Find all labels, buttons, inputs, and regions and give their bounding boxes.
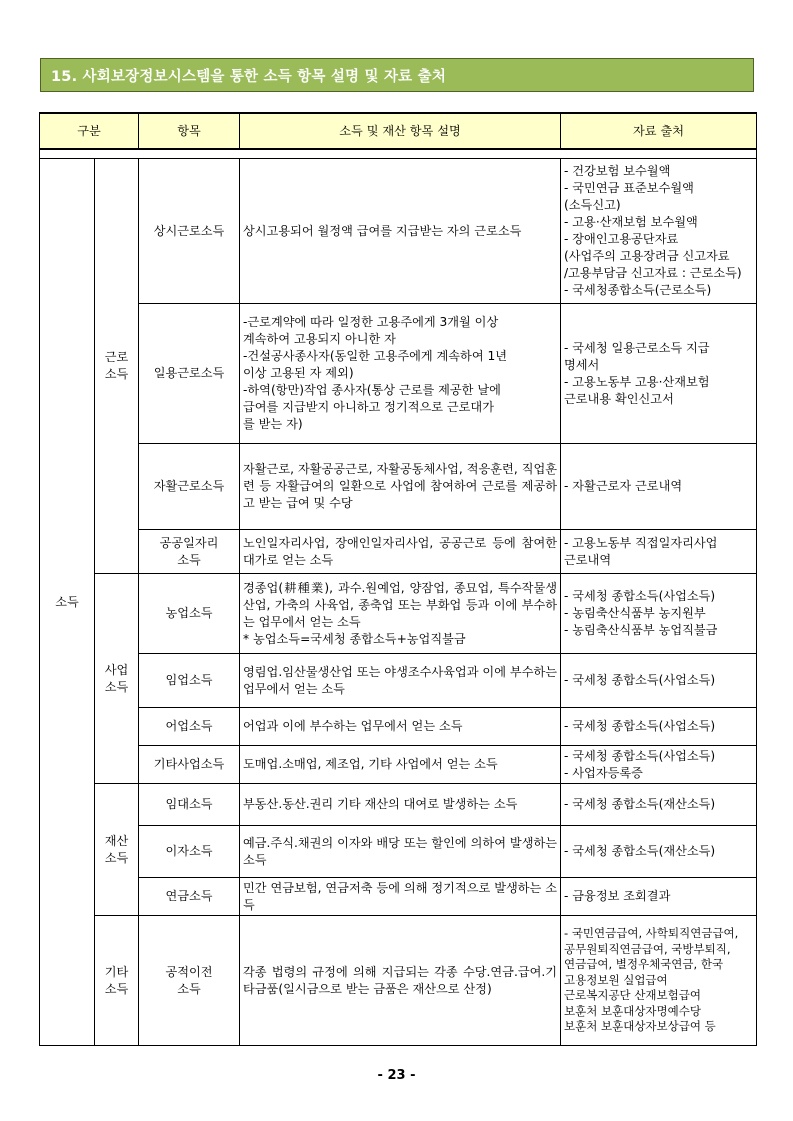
- table-row: [40, 826, 757, 878]
- item-description: 경종업(耕種業), 과수.원예업, 양잠업, 종묘업, 특수작물생산업, 가축의 사육업, 종축업 또는 부화업 등과 이에 부수하는 업무에서 얻는 소득 * 농업소득=국세청 종합소득+농업직불금: [240, 574, 561, 654]
- table-row: [40, 159, 757, 304]
- item-description: 도매업.소매업, 제조업, 기타 사업에서 얻는 소득: [240, 746, 561, 784]
- item-source: - 금융정보 조회결과: [561, 878, 757, 916]
- category-income: 소득: [40, 159, 95, 1046]
- group-property-income: 재산 소득: [95, 784, 139, 916]
- table-row: [40, 708, 757, 746]
- item-description: 어업과 이에 부수하는 업무에서 얻는 소득: [240, 708, 561, 746]
- item-description: 노인일자리사업, 장애인일자리사업, 공공근로 등에 참여한 대가로 얻는 소득: [240, 530, 561, 574]
- group-labor-income: 근로 소득: [95, 159, 139, 574]
- group-other-income: 기타 소득: [95, 916, 139, 1046]
- header-category: 구분: [40, 113, 139, 149]
- item-name: 자활근로소득: [139, 444, 240, 530]
- item-source: - 국세청 종합소득(재산소득): [561, 826, 757, 878]
- item-source: - 국세청 종합소득(사업소득) - 사업자등록증: [561, 746, 757, 784]
- item-name: 어업소득: [139, 708, 240, 746]
- item-description: 자활근로, 자활공공근로, 자활공동체사업, 적응훈련, 직업훈련 등 자활급여의 일환으로 사업에 참여하여 근로를 제공하고 받는 급여 및 수당: [240, 444, 561, 530]
- item-name: 임업소득: [139, 654, 240, 708]
- item-description: 각종 법령의 규정에 의해 지급되는 각종 수당.연금.급여.기타금품(일시금으로 받는 금품은 재산으로 산정): [240, 916, 561, 1046]
- item-source: - 국세청 종합소득(재산소득): [561, 784, 757, 826]
- header-description: 소득 및 재산 항목 설명: [240, 113, 561, 149]
- item-name: 농업소득: [139, 574, 240, 654]
- item-source: - 국민연금급여, 사학퇴직연금급여, 공무원퇴직연금급여, 국방부퇴직, 연금급여, 별정우체국연금, 한국 고용정보원 실업급여 근로복지공단 산재보험급여 보훈처 보훈대상자명예수당 보훈처 보훈대상자보상급여 등: [561, 916, 757, 1046]
- item-description: 상시고용되어 월정액 급여를 지급받는 자의 근로소득: [240, 159, 561, 304]
- section-title: 15. 사회보장정보시스템을 통한 소득 항목 설명 및 자료 출처: [40, 58, 754, 92]
- page-number: - 23 -: [377, 1068, 416, 1083]
- table-row: [40, 444, 757, 530]
- spacer-row: [40, 149, 757, 159]
- table-row: [40, 654, 757, 708]
- item-name: 공공일자리 소득: [139, 530, 240, 574]
- table-row: [40, 916, 757, 1046]
- item-description: 부동산.동산.권리 기타 재산의 대여로 발생하는 소득: [240, 784, 561, 826]
- table-row: [40, 878, 757, 916]
- item-source: - 국세청 일용근로소득 지급 명세서 - 고용노동부 고용·산재보험 근로내용 확인신고서: [561, 304, 757, 444]
- item-description: 민간 연금보험, 연금저축 등에 의해 정기적으로 발생하는 소득: [240, 878, 561, 916]
- item-name: 임대소득: [139, 784, 240, 826]
- item-description: 예금.주식.채권의 이자와 배당 또는 할인에 의하여 발생하는 소득: [240, 826, 561, 878]
- group-business-income: 사업 소득: [95, 574, 139, 784]
- header-item: 항목: [139, 113, 240, 149]
- table-row: [40, 530, 757, 574]
- table-header-row: [40, 113, 757, 149]
- item-source: - 국세청 종합소득(사업소득): [561, 708, 757, 746]
- item-name: 이자소득: [139, 826, 240, 878]
- table-row: [40, 574, 757, 654]
- header-source: 자료 출처: [561, 113, 757, 149]
- item-name: 공적이전 소득: [139, 916, 240, 1046]
- income-items-table: [39, 112, 757, 1046]
- item-name: 일용근로소득: [139, 304, 240, 444]
- item-name: 상시근로소득: [139, 159, 240, 304]
- item-name: 연금소득: [139, 878, 240, 916]
- item-source: - 국세청 종합소득(사업소득) - 농림축산식품부 농지원부 - 농림축산식품부 농업직불금: [561, 574, 757, 654]
- item-source: - 건강보험 보수월액 - 국민연금 표준보수월액 (소득신고) - 고용·산재보험 보수월액 - 장애인고용공단자료 (사업주의 고용장려금 신고자료 /고용부담금 신고자료 : 근로소득) - 국세청종합소득(근로소득): [561, 159, 757, 304]
- item-source: - 자활근로자 근로내역: [561, 444, 757, 530]
- item-description: -근로계약에 따라 일정한 고용주에게 3개월 이상 계속하여 고용되지 아니한 자 -건설공사종사자(동일한 고용주에게 계속하여 1년 이상 고용된 자 제외) -하역(항만)작업 종사자(통상 근로를 제공한 날에 급여를 지급받지 아니하고 정기적으로 근로대가 를 받는 자): [240, 304, 561, 444]
- table-row: [40, 746, 757, 784]
- item-source: - 국세청 종합소득(사업소득): [561, 654, 757, 708]
- item-description: 영림업.임산물생산업 또는 야생조수사육업과 이에 부수하는 업무에서 얻는 소득: [240, 654, 561, 708]
- item-source: - 고용노동부 직접일자리사업 근로내역: [561, 530, 757, 574]
- table-row: [40, 784, 757, 826]
- table-row: [40, 304, 757, 444]
- item-name: 기타사업소득: [139, 746, 240, 784]
